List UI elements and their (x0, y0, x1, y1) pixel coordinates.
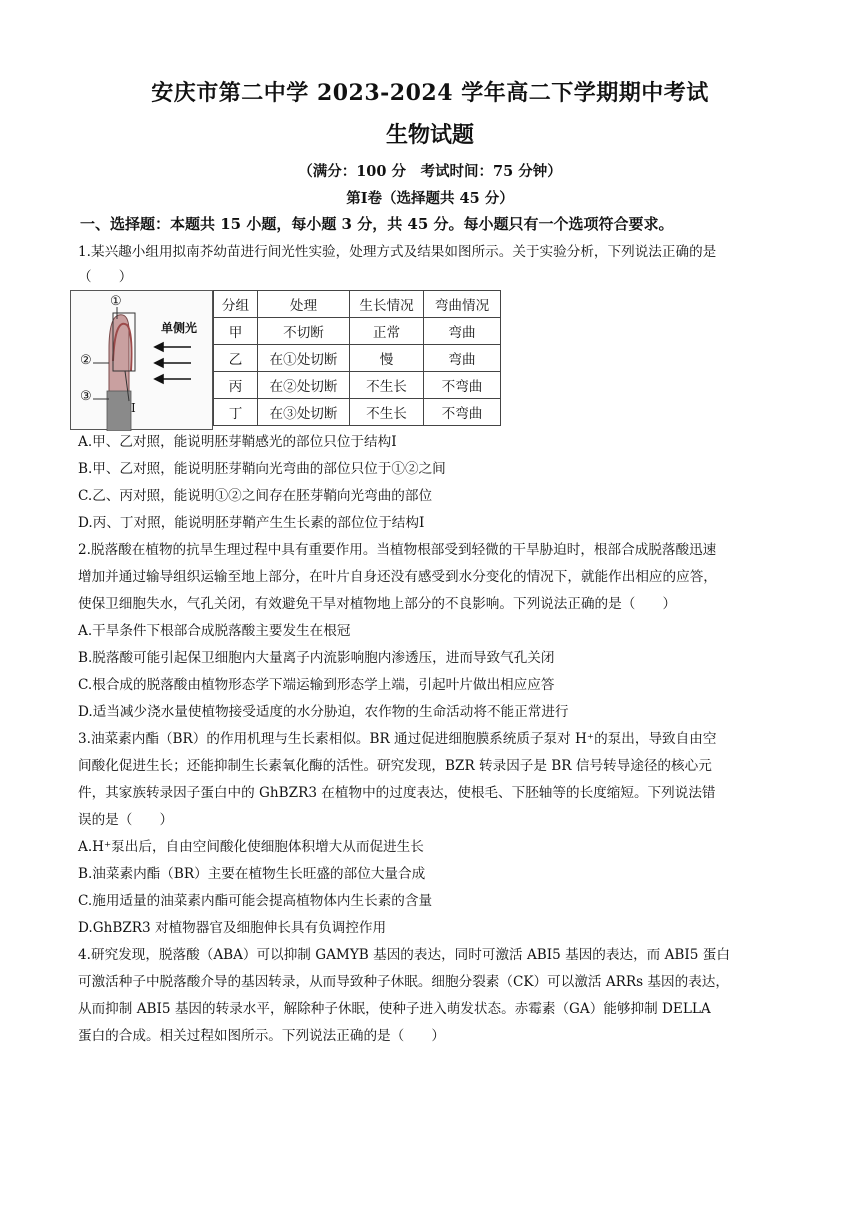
q3-option-a: A.H⁺泵出后，自由空间酸化使细胞体积增大从而促进生长 (78, 839, 424, 855)
table-row (214, 345, 501, 372)
q1-stem-line2: （ ） (78, 269, 133, 285)
q3-stem-line3: 件，其家族转录因子蛋白中的 GhBZR3 在植物中的过度表达，使根毛、下胚轴等的长度缩短。下列说法错 (78, 785, 716, 801)
q1-option-a: A.甲、乙对照，能说明胚芽鞘感光的部位只位于结构Ⅰ (78, 434, 397, 450)
table-cell: 丙 (214, 372, 258, 399)
section-heading: 一、选择题：本题共 15 小题，每小题 3 分，共 45 分。每小题只有一个选项符合要求。 (80, 215, 674, 233)
q1-option-d: D.丙、丁对照，能说明胚芽鞘产生生长素的部位位于结构Ⅰ (78, 515, 425, 531)
q4-stem-line1: 4.研究发现，脱落酸（ABA）可以抑制 GAMYB 基因的表达，同时可激活 ABI5 基因的表达，而 ABI5 蛋白 (78, 947, 730, 963)
table-cell: 在①处切断 (258, 345, 350, 372)
table-cell: 慢 (350, 345, 424, 372)
q2-stem-line1: 2.脱落酸在植物的抗旱生理过程中具有重要作用。当植物根部受到轻微的干旱胁迫时，根部合成脱落酸迅速 (78, 542, 717, 558)
table-cell: 在②处切断 (258, 372, 350, 399)
experiment-table (213, 290, 501, 426)
q2-stem-line2: 增加并通过输导组织运输至地上部分，在叶片自身还没有感受到水分变化的情况下，就能作出相应的应答， (78, 569, 717, 585)
part-heading: 第Ⅰ卷（选择题共 45 分） (346, 190, 514, 207)
table-cell: 甲 (214, 318, 258, 345)
q2-stem-line3: 使保卫细胞失水，气孔关闭，有效避免干旱对植物地上部分的不良影响。下列说法正确的是（ ） (78, 596, 677, 612)
q3-stem-line2: 间酸化促进生长；还能抑制生长素氧化酶的活性。研究发现，BZR 转录因子是 BR 信号转导途径的核心元 (78, 758, 712, 774)
q2-option-b: B.脱落酸可能引起保卫细胞内大量离子内流影响胞内渗透压，进而导致气孔关闭 (78, 650, 555, 666)
table-cell: 不切断 (258, 318, 350, 345)
q2-option-d: D.适当减少浇水量使植物接受适度的水分胁迫，农作物的生命活动将不能正常进行 (78, 704, 569, 720)
table-cell: 不弯曲 (424, 399, 501, 426)
mark-1-label: ① (110, 294, 122, 309)
table-header-cell: 分组 (214, 291, 258, 318)
table-row (214, 318, 501, 345)
table-cell: 正常 (350, 318, 424, 345)
structure-i-label: Ⅰ (131, 401, 136, 415)
table-header-cell: 处理 (258, 291, 350, 318)
coleoptile-drawing (71, 291, 214, 431)
table-cell: 丁 (214, 399, 258, 426)
q3-option-c: C.施用适量的油菜素内酯可能会提高植物体内生长素的含量 (78, 893, 433, 909)
table-cell: 弯曲 (424, 345, 501, 372)
table-header-cell: 生长情况 (350, 291, 424, 318)
table-row (214, 399, 501, 426)
table-header-row (214, 291, 501, 318)
table-row (214, 372, 501, 399)
exam-meta: （满分：100 分 考试时间：75 分钟） (298, 163, 562, 180)
q1-option-c: C.乙、丙对照，能说明①②之间存在胚芽鞘向光弯曲的部位 (78, 488, 433, 504)
q3-stem-line4: 误的是（ ） (78, 812, 174, 828)
q1-stem-line1: 1.某兴趣小组用拟南芥幼苗进行间光性实验，处理方式及结果如图所示。关于实验分析，下列说法正确的是 (78, 244, 717, 260)
table-cell: 在③处切断 (258, 399, 350, 426)
q4-stem-line2: 可激活种子中脱落酸介导的基因转录，从而导致种子休眠。细胞分裂素（CK）可以激活 ARRs 基因的表达， (78, 974, 729, 990)
light-label: 单侧光 (161, 321, 198, 335)
mark-2-label: ② (80, 353, 92, 368)
q2-option-a: A.干旱条件下根部合成脱落酸主要发生在根冠 (78, 623, 351, 639)
table-cell: 乙 (214, 345, 258, 372)
q4-stem-line4: 蛋白的合成。相关过程如图所示。下列说法正确的是（ ） (78, 1028, 446, 1044)
q4-stem-line3: 从而抑制 ABI5 基因的转录水平，解除种子休眠，使种子进入萌发状态。赤霉素（GA）能够抑制 DELLA (78, 1001, 711, 1017)
table-cell: 不生长 (350, 372, 424, 399)
exam-title: 安庆市第二中学 2023-2024 学年高二下学期期中考试 (151, 80, 709, 106)
q3-stem-line1: 3.油菜素内酯（BR）的作用机理与生长素相似。BR 通过促进细胞膜系统质子泵对 H⁺的泵出，导致自由空 (78, 731, 717, 747)
table-header-cell: 弯曲情况 (424, 291, 501, 318)
subject-title: 生物试题 (385, 122, 474, 148)
q3-option-d: D.GhBZR3 对植物器官及细胞伸长具有负调控作用 (78, 920, 387, 936)
table-cell: 弯曲 (424, 318, 501, 345)
mark-3-label: ③ (80, 389, 92, 404)
q1-option-b: B.甲、乙对照，能说明胚芽鞘向光弯曲的部位只位于①②之间 (78, 461, 446, 477)
q3-option-b: B.油菜素内酯（BR）主要在植物生长旺盛的部位大量合成 (78, 866, 426, 882)
table-cell: 不生长 (350, 399, 424, 426)
q1-figure (70, 290, 504, 430)
coleoptile-diagram (70, 290, 213, 430)
table-cell: 不弯曲 (424, 372, 501, 399)
q2-option-c: C.根合成的脱落酸由植物形态学下端运输到形态学上端，引起叶片做出相应应答 (78, 677, 555, 693)
